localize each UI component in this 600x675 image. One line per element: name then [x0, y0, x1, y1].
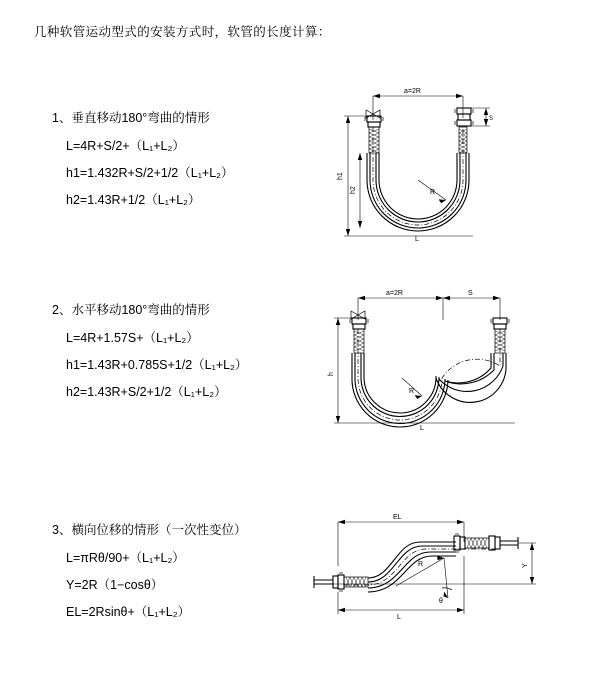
section-2-text	[52, 300, 312, 409]
fig1-label-s: S	[489, 116, 494, 122]
fig2-label-l: L	[420, 425, 424, 432]
fig1-label-a2r: a=2R	[404, 88, 421, 95]
section-2-figure	[310, 278, 580, 438]
section-1-text	[52, 108, 312, 217]
fig3-label-theta: θ	[439, 598, 443, 605]
fig2-label-a2r: a=2R	[386, 290, 403, 297]
section-2-formula-3: h2=1.43R+S/2+1/2（L₁+L₂）	[66, 385, 227, 399]
section-1-figure	[318, 68, 578, 248]
fig1-label-l: L	[415, 236, 419, 243]
horizontal-180-bend-diagram	[310, 278, 580, 438]
lateral-displacement-diagram	[296, 506, 586, 636]
section-1-formula-3: h2=1.43R+1/2（L₁+L₂）	[66, 193, 201, 207]
section-3-formula-1: L=πRθ/90+（L₁+L₂）	[66, 551, 185, 565]
section-3-formula-2: Y=2R（1−cosθ）	[66, 578, 164, 592]
fig3-label-r: R	[418, 561, 424, 568]
section-2-formula-1: L=4R+1.57S+（L₁+L₂）	[66, 331, 199, 345]
fig2-label-s: S	[468, 290, 473, 297]
fig2-label-r: R	[409, 388, 415, 395]
section-2-heading: 2、水平移动180°弯曲的情形	[52, 303, 210, 317]
section-3-formula-3: EL=2Rsinθ+（L₁+L₂）	[66, 605, 191, 619]
section-3-figure	[296, 506, 586, 636]
section-1-heading: 1、垂直移动180°弯曲的情形	[52, 111, 210, 125]
section-3-heading: 3、横向位移的情形（一次性变位）	[52, 523, 247, 537]
page-title: 几种软管运动型式的安装方式时，软管的长度计算：	[34, 25, 331, 39]
fig1-label-h2: h2	[350, 186, 357, 194]
section-1-formula-2: h1=1.432R+S/2+1/2（L₁+L₂）	[66, 166, 234, 180]
section-2-formula-2: h1=1.43R+0.785S+1/2（L₁+L₂）	[66, 358, 248, 372]
fig3-label-el: EL	[393, 514, 402, 521]
section-1-formula-1: L=4R+S/2+（L₁+L₂）	[66, 139, 185, 153]
fig3-label-y: Y	[522, 563, 529, 568]
fig2-label-h: h	[328, 372, 335, 376]
fig3-label-l: L	[397, 614, 401, 621]
section-3-text	[52, 520, 312, 629]
vertical-180-bend-diagram	[318, 68, 578, 248]
fig1-label-h1: h1	[337, 172, 344, 180]
fig1-label-r: R	[430, 189, 436, 196]
